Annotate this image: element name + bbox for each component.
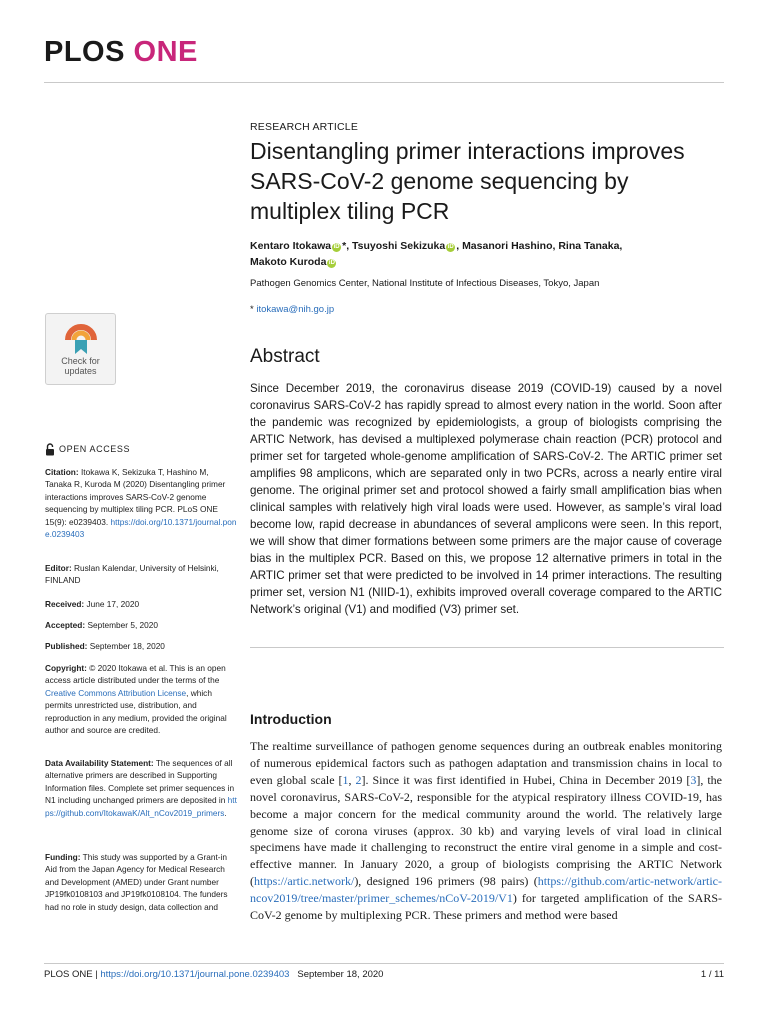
header-divider	[44, 82, 724, 83]
orcid-icon[interactable]: iD	[447, 244, 454, 250]
footer-journal: PLOS ONE	[44, 969, 93, 980]
author-name[interactable]: Kentaro Itokawa	[250, 240, 332, 252]
github-primers-link[interactable]: https://github.com/ItokawaK/Alt_nCov2019_primers	[45, 795, 237, 818]
abstract-text: Since December 2019, the coronavirus disease 2019 (COVID-19) caused by a novel coronavirus SARS-CoV-2 has rapidly spread to almost every nation in the world. Soon after the pandemic was recognized by epidemiologists, a group of biologists comprising the ARTIC Network, has devised a multiplexed polymerase chain reaction (PCR) protocol and primer set for targeted whole-genome amplification of SARS-CoV-2. The ARTIC primer set amplifies 98 amplicons, which are separated only in two PCRs, across a nearly entire viral genome. The original primer set and protocol showed a fairly small amplification bias when clinical samples with relatively high viral loads were used. However, as sample’s viral load become low, rapid decrease in abundances of several amplicons were seen. In this report, we will show that dimer formations between some primers are the major cause of coverage bias in the multiplex PCR. Based on this, we propose 12 alternative primers in total in the ARTIC primer set that were predicted to be involved in 14 primer interactions. The resulting primer set, version N1 (NIID-1), exhibits improved overall coverage compared to the ARTIC Network’s original (V1) and modified (V3) primer set.	[250, 382, 722, 616]
funding: Funding: This study was supported by a Grant-in Aid from the Japan Agency for Medical Research and Development (AMED) under Grant number JP19fk0108103 and JP19fk0108104. The funders had no role in study design, data collection and	[45, 852, 228, 912]
citation: Citation: Itokawa K, Sekizuka T, Hashino M, Tanaka R, Kuroda M (2020) Disentangling primer interactions improves SARS-CoV-2 genome sequencing by multiplex tiling PCR. PLoS ONE 15(9): e0239403. https://doi.org/10.1371/journal.pone.0239403	[45, 467, 237, 540]
received-date: Received: June 17, 2020	[45, 599, 140, 609]
reference-link[interactable]: 1	[342, 772, 349, 787]
orcid-icon[interactable]: iD	[328, 260, 335, 266]
author-list: Kentaro Itokawa iD *, Tsuyoshi Sekizuka iD , Masanori Hashino, Rina Tanaka, Makoto Kuroda iD	[250, 240, 623, 268]
author-name[interactable]: Makoto Kuroda	[250, 256, 327, 268]
author-name[interactable]: Rina Tanaka	[558, 240, 620, 252]
editor: Editor: Ruslan Kalendar, University of Helsinki, FINLAND	[45, 563, 219, 586]
logo-plos: PLOS	[44, 36, 125, 68]
check-updates-label: Check for updates	[61, 356, 100, 376]
accepted-date: Accepted: September 5, 2020	[45, 620, 159, 630]
data-availability: Data Availability Statement: The sequences of all alternative primers are described in Supporting Information files. Complete set primer sequences in N1 including unchanged primers are deposited in https://github.com/ItokawaK/Alt_nCov2019_primers.	[45, 758, 237, 818]
affiliation: Pathogen Genomics Center, National Institute of Infectious Diseases, Tokyo, Japan	[250, 278, 600, 289]
article-category: RESEARCH ARTICLE	[250, 121, 359, 133]
abstract-divider	[250, 647, 724, 648]
logo-one: ONE	[133, 36, 198, 68]
check-updates-icon	[62, 318, 100, 356]
published-date: Published: September 18, 2020	[45, 641, 165, 651]
footer-date: September 18, 2020	[297, 969, 384, 980]
footer-divider	[44, 963, 724, 964]
author-name[interactable]: Tsuyoshi Sekizuka	[352, 240, 446, 252]
citation-doi-link[interactable]: https://doi.org/10.1371/journal.pone.0239403	[45, 516, 237, 540]
page-number: 1 / 11	[700, 969, 724, 980]
introduction-heading: Introduction	[250, 711, 332, 727]
orcid-icon[interactable]: iD	[333, 244, 340, 250]
reference-link[interactable]: 3	[690, 772, 697, 787]
license-link[interactable]: Creative Commons Attribution License	[45, 687, 187, 698]
open-access-label: OPEN ACCESS	[45, 443, 237, 456]
footer-doi-link[interactable]: https://doi.org/10.1371/journal.pone.0239403	[100, 969, 290, 980]
copyright: Copyright: © 2020 Itokawa et al. This is an open access article distributed under the terms of the Creative Commons Attribution License, which permits unrestricted use, distribution, and reproduction in any medium, provided the original author and source are credited.	[45, 663, 227, 736]
article-title: Disentangling primer interactions improves SARS-CoV-2 genome sequencing by multiplex tiling PCR	[250, 138, 685, 224]
email-link[interactable]: itokawa@nih.go.jp	[256, 304, 335, 315]
abstract-heading: Abstract	[250, 346, 320, 367]
check-for-updates-button[interactable]	[45, 313, 116, 385]
artic-network-link[interactable]: https://artic.network/	[254, 874, 355, 889]
author-name[interactable]: Masanori Hashino	[462, 240, 553, 252]
open-lock-icon	[45, 443, 55, 456]
corresponding-email: * itokawa@nih.go.jp	[250, 304, 335, 315]
journal-logo	[44, 36, 198, 69]
introduction-text: The realtime surveillance of pathogen genome sequences during an outbreak enables monitoring of numerous epidemical factors such as pathogen adaptation and transmission chains in local to even global scale [1, 2]. Since it was first identified in Hubei, China in December 2019 [3], the novel coronavirus, SARS-CoV-2, responsible for the atypical respiratory illness COVID-19, has become a major concern for the medical community around the world. The relatively large genome size of corona viruses (approx. 30 kb) and varying levels of viral load in clinical specimens have made it challenging to reconstruct the entire viral genome in a simple and cost-effective manner. In January 2020, a group of biologists comprising the ARTIC Network (https://artic.network/), designed 196 primers (98 pairs) (https://github.com/artic-network/artic-ncov2019/tree/master/primer_schemes/nCoV-2019/V1) for targeted amplification of the SARS-CoV-2 genome by multiplexing PCR. These primers and method were based	[250, 739, 722, 923]
reference-link[interactable]: 2	[355, 772, 362, 787]
page-footer: PLOS ONE | https://doi.org/10.1371/journal.pone.0239403 September 18, 2020 1 / 11	[44, 969, 724, 980]
primer-scheme-link[interactable]: https://github.com/artic-network/artic-ncov2019/tree/master/primer_schemes/nCoV-2019/V1	[250, 874, 722, 906]
